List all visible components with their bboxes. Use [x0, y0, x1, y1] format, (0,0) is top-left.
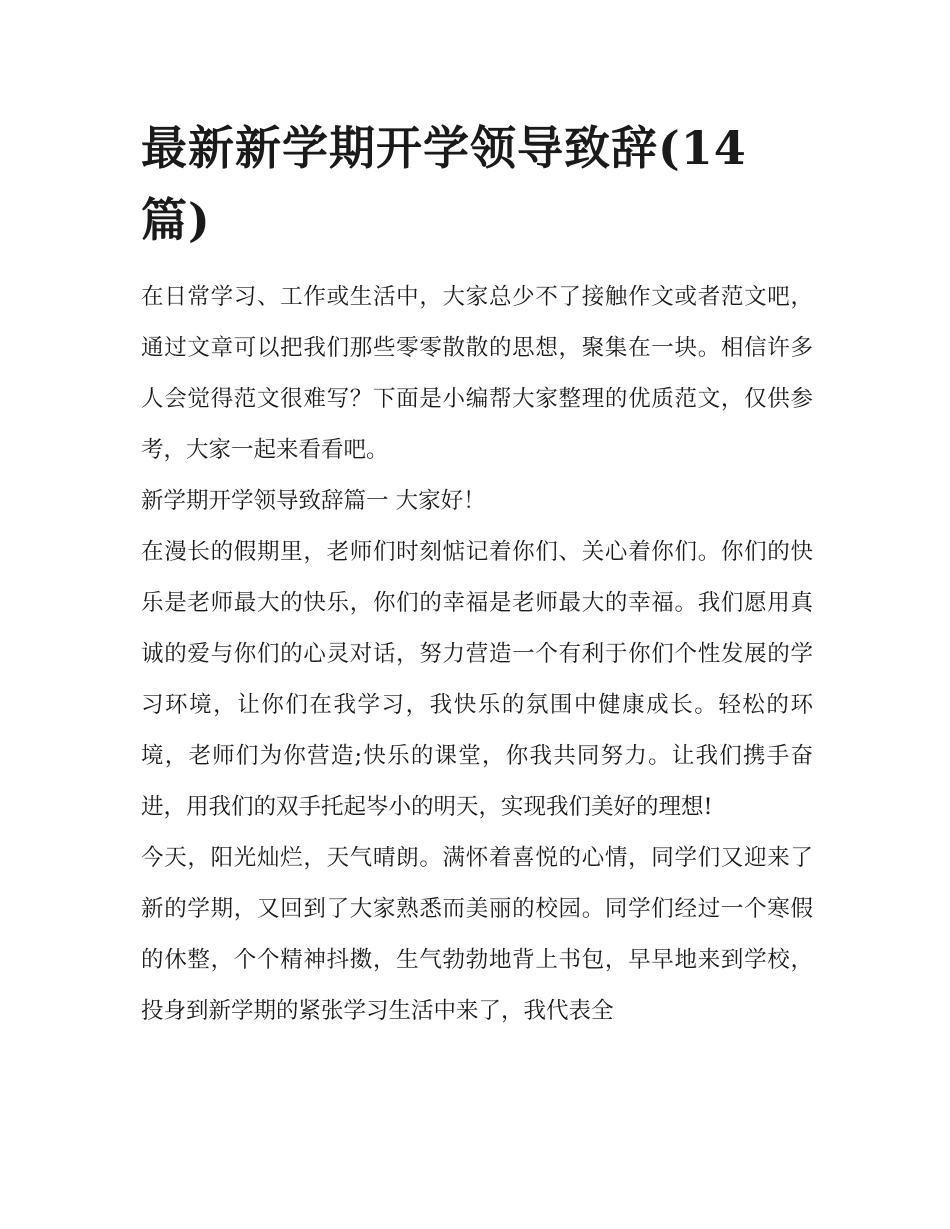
section-heading-paragraph: 新学期开学领导致辞篇一 大家好！	[141, 488, 486, 514]
intro-paragraph: 在日常学习、工作或生活中，大家总少不了接触作文或者范文吧，通过文章可以把我们那些零零散散的思想，聚集在一块。相信许多人会觉得范文很难写？下面是小编帮大家整理的优质范文，仅供参考，大家一起来看看吧。	[141, 284, 813, 463]
body-paragraph: 今天，阳光灿烂，天气晴朗。满怀着喜悦的心情，同学们又迎来了新的学期，又回到了大家熟悉而美丽的校园。同学们经过一个寒假的休整，个个精神抖擞，生气勃勃地背上书包，早早地来到学校，投身到新学期的紧张学习生活中来了，我代表全	[141, 845, 813, 1024]
body-paragraph: 在漫长的假期里，老师们时刻惦记着你们、关心着你们。你们的快乐是老师最大的快乐，你们的幸福是老师最大的幸福。我们愿用真诚的爱与你们的心灵对话，努力营造一个有利于你们个性发展的学习环境，让你们在我学习，我快乐的氛围中健康成长。轻松的环境，老师们为你营造;快乐的课堂，你我共同努力。让我们携手奋进，用我们的双手托起岑小的明天，实现我们美好的理想!	[141, 539, 813, 820]
document-title: 最新新学期开学领导致辞(14篇)	[141, 121, 747, 247]
document-body	[141, 112, 813, 1037]
